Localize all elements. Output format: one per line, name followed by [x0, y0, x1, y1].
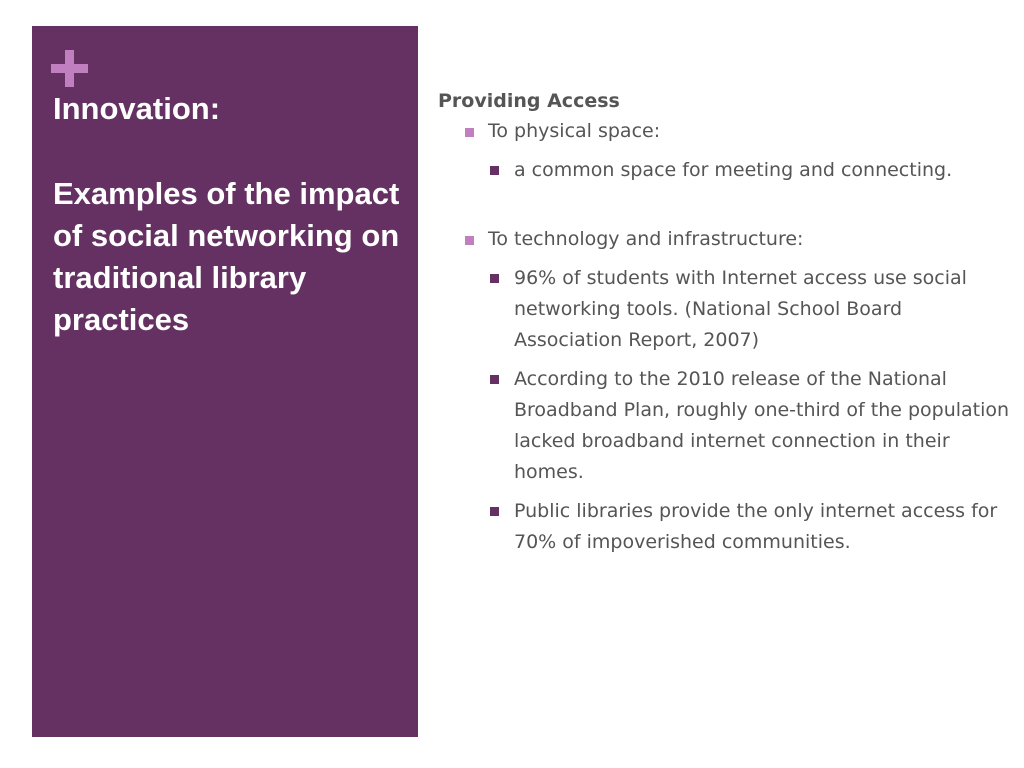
- square-bullet-icon: [490, 507, 499, 516]
- bullet-item-students-stat: 96% of students with Internet access use social networking tools. (National School Board Association Report, 2007): [438, 263, 1013, 356]
- square-bullet-icon: [465, 236, 474, 245]
- content-heading: Providing Access: [438, 90, 620, 112]
- title-line-innovation: Innovation:: [53, 91, 221, 126]
- section-label-physical-space: To physical space:: [438, 116, 1013, 147]
- square-bullet-icon: [490, 375, 499, 384]
- bullet-item-broadband-plan: According to the 2010 release of the National Broadband Plan, roughly one-third of the population lacked broadband internet connection in their homes.: [438, 364, 1013, 488]
- bullet-item-public-libraries: Public libraries provide the only internet access for 70% of impoverished communities.: [438, 496, 1013, 558]
- section-label-technology: To technology and infrastructure:: [438, 224, 1013, 255]
- square-bullet-icon: [490, 166, 499, 175]
- square-bullet-icon: [465, 128, 474, 137]
- square-bullet-icon: [490, 274, 499, 283]
- bullet-item-common-space: a common space for meeting and connecting.: [438, 155, 1013, 186]
- content-area: [438, 88, 1013, 558]
- plus-icon: [51, 50, 89, 88]
- title-line-subtitle: Examples of the impact of social networking on traditional library practices: [53, 176, 400, 337]
- slide-title: [53, 88, 408, 341]
- title-panel: [32, 26, 418, 737]
